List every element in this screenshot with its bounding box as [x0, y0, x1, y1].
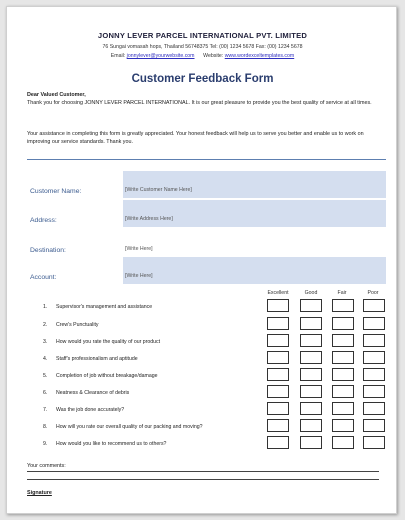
rating-box-poor[interactable]: [363, 351, 385, 364]
rating-box-good[interactable]: [300, 419, 322, 432]
rating-header-poor: Poor: [367, 290, 379, 296]
rating-header-excellent: Excellent: [267, 290, 289, 296]
rating-box-fair[interactable]: [332, 299, 354, 312]
field-input-destination[interactable]: [Write Here]: [125, 246, 153, 252]
comment-line[interactable]: [27, 479, 379, 480]
company-address: 76 Sungai vomasah hops, Thailand 56748375 Tel: (00) 1234 5678 Fax: (00) 1234 5678: [102, 44, 303, 50]
section-divider: [27, 159, 386, 160]
rating-box-fair[interactable]: [332, 436, 354, 449]
rating-box-fair[interactable]: [332, 402, 354, 415]
form-title: Customer Feedback Form: [131, 73, 274, 85]
rating-box-poor[interactable]: [363, 317, 385, 330]
field-input-account[interactable]: [Write Here]: [123, 257, 386, 284]
company-name: JONNY LEVER PARCEL INTERNATIONAL PVT. LIMITED: [97, 31, 308, 40]
rating-box-fair[interactable]: [332, 351, 354, 364]
question-item: 3. How would you rate the quality of our product: [43, 339, 161, 345]
rating-box-good[interactable]: [300, 385, 322, 398]
rating-box-poor[interactable]: [363, 436, 385, 449]
intro-paragraph-2: Your assistance in completing this form is greatly appreciated. Your honest feedback will help us to serve you better and enable us to work on improving our service standards. Thank you.: [27, 131, 364, 145]
field-input-customer-name[interactable]: [Write Customer Name Here]: [123, 171, 386, 198]
signature-label: Signature: [27, 490, 52, 496]
question-item: 9. How would you like to recommend us to others?: [43, 441, 167, 447]
rating-box-excellent[interactable]: [267, 436, 289, 449]
rating-header-fair: Fair: [337, 290, 347, 296]
field-input-address[interactable]: [Write Address Here]: [123, 200, 386, 227]
rating-box-excellent[interactable]: [267, 299, 289, 312]
rating-box-good[interactable]: [300, 299, 322, 312]
rating-box-excellent[interactable]: [267, 368, 289, 381]
comments-label: Your comments:: [27, 463, 66, 469]
question-item: 6. Neatness & Clearance of debris: [43, 390, 130, 396]
rating-box-poor[interactable]: [363, 368, 385, 381]
question-item: 5. Completion of job without breakage/damage: [43, 373, 158, 379]
rating-box-fair[interactable]: [332, 368, 354, 381]
rating-box-poor[interactable]: [363, 419, 385, 432]
rating-box-poor[interactable]: [363, 385, 385, 398]
rating-header-good: Good: [304, 290, 318, 296]
rating-box-poor[interactable]: [363, 299, 385, 312]
question-item: 1. Supervisor's management and assistance: [43, 304, 153, 310]
rating-box-poor[interactable]: [363, 334, 385, 347]
question-item: 7. Was the job done accurately?: [43, 407, 125, 413]
website-link[interactable]: www.wordexceltemplates.com: [224, 53, 295, 59]
rating-box-good[interactable]: [300, 402, 322, 415]
rating-box-fair[interactable]: [332, 419, 354, 432]
field-row-destination: [27, 230, 386, 257]
question-item: 4. Staff's professionalism and aptitude: [43, 356, 138, 362]
rating-box-good[interactable]: [300, 334, 322, 347]
feedback-form-page: [6, 6, 397, 514]
rating-box-good[interactable]: [300, 436, 322, 449]
field-label-address: Address:: [30, 217, 57, 224]
field-label-destination: Destination:: [30, 247, 66, 254]
field-label-customer-name: Customer Name:: [30, 188, 82, 195]
email-label: Email:: [110, 53, 126, 59]
question-item: 2. Crew's Punctuality: [43, 322, 99, 328]
field-row-account: [27, 257, 386, 284]
intro-greeting: Dear Valued Customer,: [27, 92, 86, 98]
rating-box-excellent[interactable]: [267, 317, 289, 330]
comment-line[interactable]: [27, 471, 379, 472]
rating-box-excellent[interactable]: [267, 419, 289, 432]
field-row-customer-name: [27, 171, 386, 198]
rating-box-good[interactable]: [300, 368, 322, 381]
rating-box-good[interactable]: [300, 351, 322, 364]
rating-box-poor[interactable]: [363, 402, 385, 415]
email-link[interactable]: jonnylever@yourwebsite.com: [126, 53, 195, 59]
website-label: Website:: [203, 53, 224, 59]
field-row-address: [27, 200, 386, 227]
rating-box-fair[interactable]: [332, 317, 354, 330]
rating-box-excellent[interactable]: [267, 385, 289, 398]
intro-paragraph-1: Thank you for choosing JONNY LEVER PARCEL INTERNATIONAL. It is our great pleasure to provide you the best quality of service at all times.: [27, 100, 372, 106]
question-item: 8. How will you rate our overall quality of our packing and moving?: [43, 424, 203, 430]
rating-box-good[interactable]: [300, 317, 322, 330]
rating-box-fair[interactable]: [332, 385, 354, 398]
rating-box-excellent[interactable]: [267, 402, 289, 415]
rating-box-fair[interactable]: [332, 334, 354, 347]
field-label-account: Account:: [30, 274, 57, 281]
rating-box-excellent[interactable]: [267, 351, 289, 364]
company-contact: [7, 53, 398, 59]
rating-box-excellent[interactable]: [267, 334, 289, 347]
